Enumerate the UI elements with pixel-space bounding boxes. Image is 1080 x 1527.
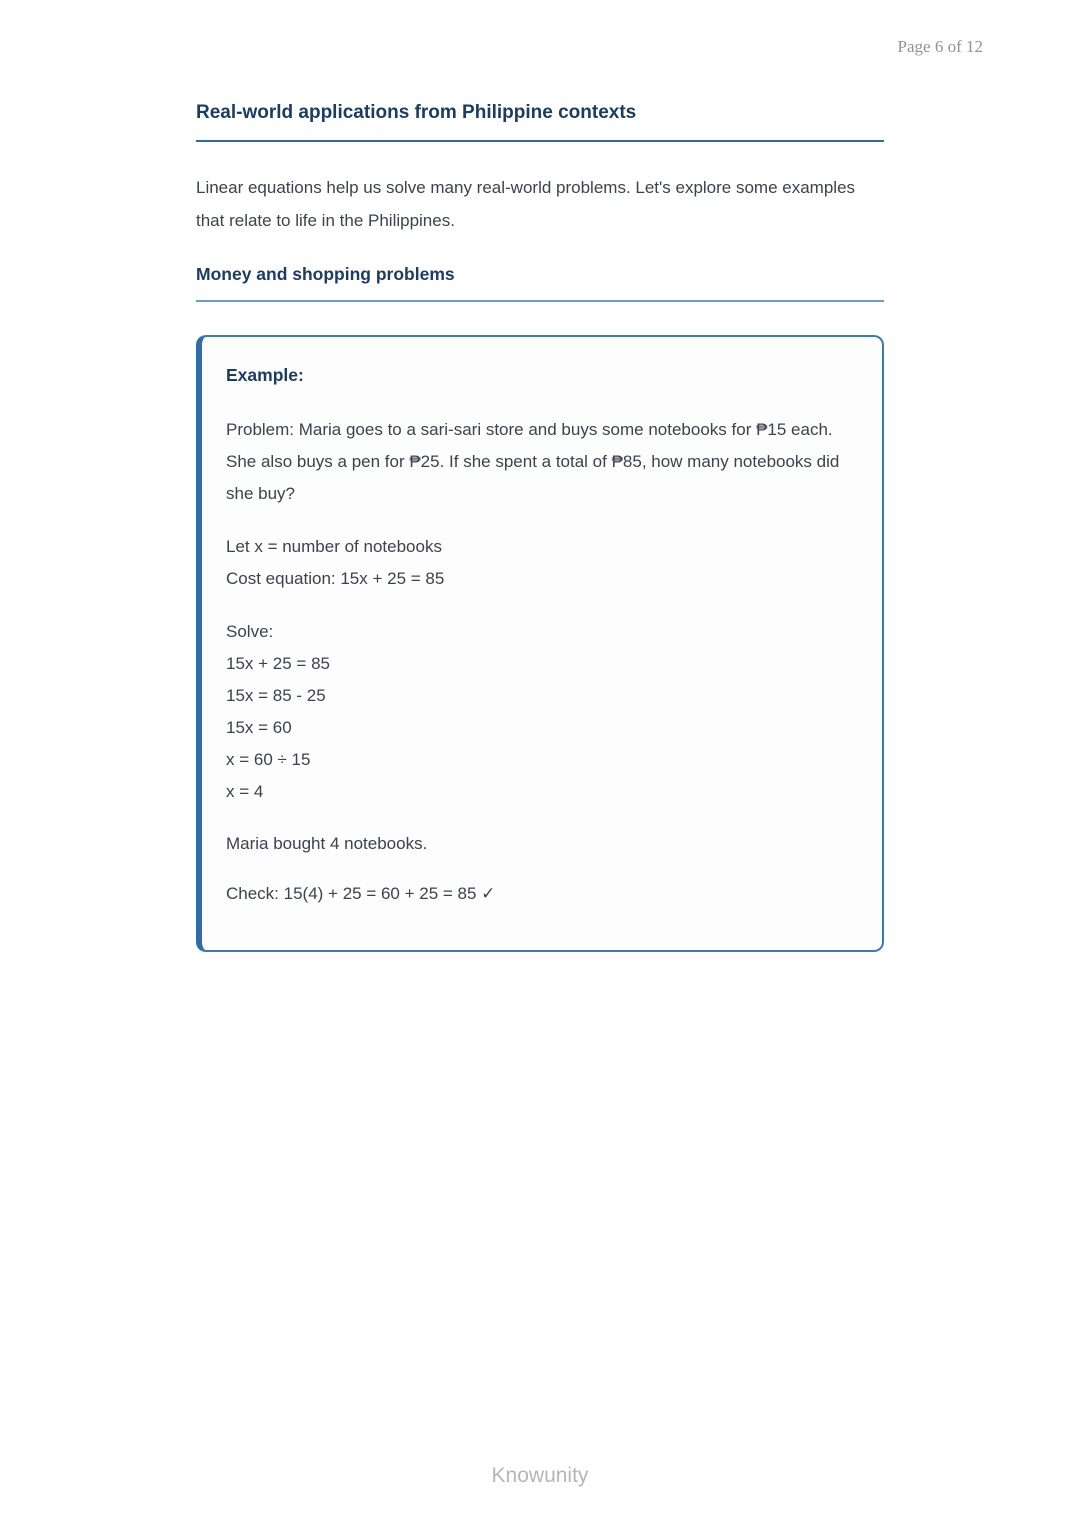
setup-line: Let x = number of notebooks	[226, 537, 442, 556]
solution-steps	[226, 616, 854, 808]
subsection-heading: Money and shopping problems	[196, 264, 884, 302]
page-indicator: Page 6 of 12	[897, 37, 983, 56]
conclusion-statement: Maria bought 4 notebooks.	[226, 834, 428, 853]
solve-step: x = 4	[226, 782, 264, 801]
equation-setup	[226, 531, 854, 595]
footer-brand: Knowunity	[491, 1464, 589, 1487]
problem-statement: Problem: Maria goes to a sari-sari store and buys some notebooks for ₱15 each. She also buys a pen for ₱25. If she spent a total of ₱85, how many notebooks did she buy?	[226, 420, 840, 503]
setup-line: Cost equation: 15x + 25 = 85	[226, 569, 445, 588]
example-box	[196, 335, 884, 952]
check-statement: Check: 15(4) + 25 = 60 + 25 = 85 ✓	[226, 884, 496, 903]
solve-step: x = 60 ÷ 15	[226, 750, 311, 769]
solve-label: Solve:	[226, 622, 274, 641]
solve-step: 15x = 60	[226, 718, 292, 737]
solve-step: 15x = 85 - 25	[226, 686, 326, 705]
solve-step: 15x + 25 = 85	[226, 654, 330, 673]
intro-paragraph: Linear equations help us solve many real-world problems. Let's explore some examples that relate to life in the Philippines.	[196, 178, 856, 230]
section-heading: Real-world applications from Philippine contexts	[196, 102, 884, 142]
example-label: Example:	[226, 365, 304, 385]
document-content	[196, 102, 884, 952]
